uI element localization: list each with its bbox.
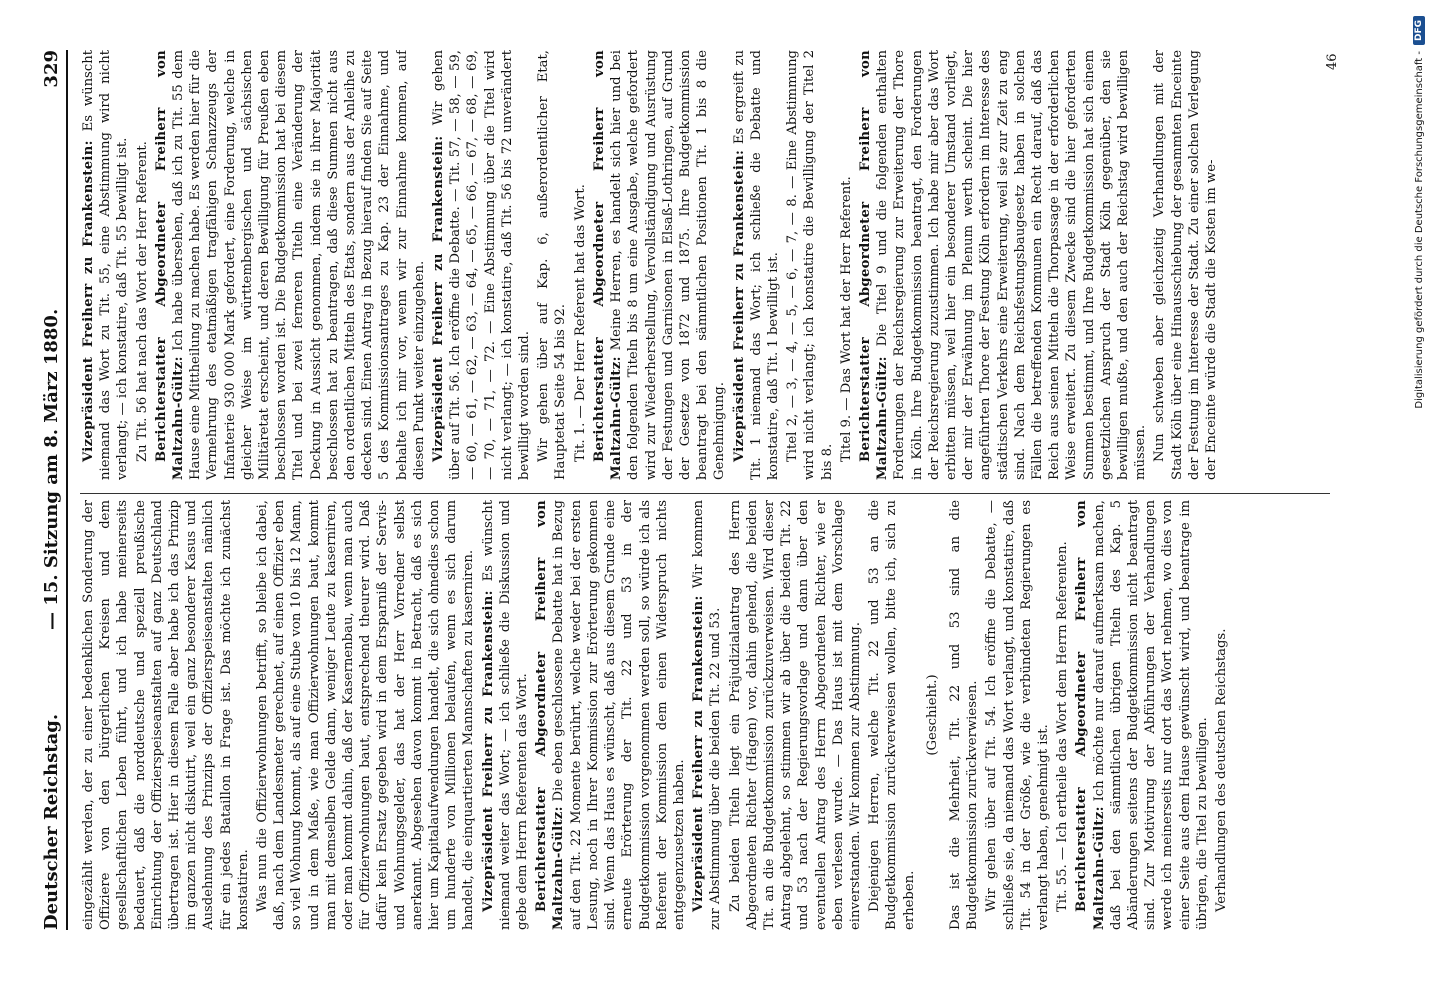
paragraph (924, 500, 941, 930)
paragraph-text: Was nun die Offizierwohnungen betrifft, so bleibe ich dabei, daß, nach dem Landesmeter gerechnet, auf einen Offizier eben so viel Wohnung kommt, als auf eine Stube von 10 bis 12 Mann, und in dem Maße, wie man Offizierwohnungen baut, kommt man mit demselben Gelde dann, weniger Leute zu kaserniren, oder man kommt dahin, daß der Kasernenbau, wenn man auch für Offizierwohnungen baut, entsprechend theurer wird. Daß dafür kein Ersatz gegeben wird in dem Ersparniß der Servis- und Wohnungsgelder, das hat der Herr Vorredner selbst anerkannt. Abgesehen davon kommt in Betracht, daß es sich hier um Kapitalaufwendungen handelt, die sich ohnedies schon um hunderte von Millionen belaufen, wenn es sich darum handelt, die einquartierten Mannschaften zu kaserniren. (255, 500, 477, 930)
paragraph-text: Zu Tit. 56 hat nach das Wort der Herr Referent. (134, 141, 150, 462)
paragraph (153, 50, 428, 480)
paragraph (591, 50, 729, 480)
paragraph-text: Wir gehen über auf Tit. 56. Ich eröffne die Debatte. — Tit. 57, — 58, — 59, — 60, — 61, — 62, — 63, — 64, — 65, — 66, — 67, — 68, — 69, — 70, — 71, — 72. — Eine Abstimmung über die Titel wird nicht verlangt; — ich konstatire, daß Tit. 56 bis 72 unverändert bewilligt worden sind. (431, 50, 533, 480)
paragraph-text: Es ergreift zu Tit. 1 niemand das Wort; ich schließe die Debatte und konstatire, daß Tit. 1 bewilligt ist. (731, 50, 781, 480)
paragraph (1213, 500, 1230, 930)
paragraph-text: (Geschieht.) (924, 674, 940, 756)
paragraph (535, 50, 569, 480)
speaker-name: Vizepräsident Freiherr zu Frankenstein: (431, 135, 447, 462)
paragraph-text: Ich habe übersehen, daß ich zu Tit. 55 dem Hause eine Mittheilung zu machen habe. Es werden hier für die Vermehrung des etatmäßigen tragfähigen Schanzzeugs der Infanterie 930 000 Mark gefordert, eine Forderung, welche in gleicher Weise im württembergischen und sächsischen Militäretat erscheint, und deren Bewilligung für Preußen eben beschlossen worden ist. Die Budgetkommission hat bei diesem Titel und bei zwei ferneren Titeln eine Veränderung der Deckung in Aussicht genommen, indem sie in ihrer Majorität beschlossen hat zu beantragen, daß diese Summen nicht aus den ordentlichen Mitteln des Etats, sondern aus der Anleihe zu decken sind. Einen Antrag in Bezug hierauf finden Sie auf Seite 5 des Kommissionsantrages zu Kap. 23 der Einnahme, und behalte ich mir vor, wenn wir zur Einnahme kommen, auf diesen Punkt weiter einzugehen. (171, 50, 427, 480)
page-header (36, 50, 68, 930)
column-divider (80, 493, 1330, 494)
paragraph (983, 500, 1052, 930)
paragraph (866, 500, 918, 930)
speaker-name: Berichterstatter Abgeordneter Freiherr von Maltzahn-Gültz: (153, 50, 187, 480)
paragraph-text: Das ist die Mehrheit, Tit. 22 und 53 sind an die Budgetkommission zurückverwiesen. (947, 500, 981, 930)
header-session: — 15. Sitzung am 8. März 1880. (41, 308, 62, 630)
paragraph (731, 50, 783, 480)
header-publication: Deutscher Reichstag. (41, 713, 62, 930)
text-column-left (80, 500, 1330, 930)
paragraph (533, 500, 688, 930)
paragraph-text: Titel 2, — 3, — 4, — 5, — 6, — 7, — 8. — Eine Abstimmung wird nicht verlangt; ich konstatire die Bewilligung der Titel 2 bis 8. (785, 50, 835, 480)
paragraph-text: Es wünscht niemand weiter das Wort; — ich schließe die Diskussion und gebe dem Herrn Referenten das Wort. (480, 500, 531, 930)
paragraph (1151, 50, 1220, 480)
paragraph (1054, 500, 1071, 930)
paragraph (254, 500, 478, 930)
text-column-right (80, 50, 1330, 480)
paragraph-text: Ich möchte nur darauf aufmerksam machen, daß bei den sämmtlichen übrigen Titeln des Kap. 5 Abänderungen seitens der Budgetkommission nicht beantragt sind. Zur Motivirung der Abführungen der Verhandlungen werde ich meinerseits nur dort das Wort nehmen, wo dies von einer Seite aus dem Hause gewünscht wird, und beantrage im übrigen, die Titel zu bewilligen. (1091, 500, 1210, 930)
paragraph (857, 50, 1149, 480)
paragraph (690, 500, 724, 930)
paragraph-text: Nun schweben aber gleichzeitig Verhandlungen mit der Stadt Köln über eine Hinausschiebung der gesammten Enceinte der Festung im Interesse der Stadt. Zu einer solchen Verlegung der Enceinte würde die Stadt die Kosten im we- (1152, 50, 1219, 480)
speaker-name: Vizepräsident Freiherr zu Frankenstein: (81, 140, 96, 462)
speaker-name: Vizepräsident Freiherr zu Frankenstein: (731, 149, 747, 462)
speaker-name: Berichterstatter Abgeordneter Freiherr von Maltzahn-Gültz: (534, 500, 567, 930)
paragraph (134, 50, 151, 480)
paragraph (572, 50, 589, 480)
paragraph-text: Tit. 55. — Ich ertheile das Wort dem Herrn Referenten. (1055, 541, 1071, 912)
paragraph (80, 500, 252, 930)
paragraph (784, 50, 836, 480)
paragraph-text: Diejenigen Herren, welche Tit. 22 und 53 an die Budgetkommission zurückverweisen wollen, bitte ich, sich zu erheben. (867, 500, 917, 930)
paragraph (480, 500, 532, 930)
paragraph-text: Meine Herren, es handelt sich hier und bei den folgenden Titeln bis 8 um eine Ausgabe, welche gefordert wird zur Wiederherstellung, Vervollständigung und Ausrüstung der Festungen und Garnisonen in Elsaß-Lothringen, auf Grund der Gesetze von 1872 und 1875. Ihre Budgetkommission beantragt bei den sämmtlichen Positionen Tit. 1 bis 8 die Genehmigung. (609, 50, 728, 480)
paragraph-text: Wir gehen über auf Tit. 54. Ich eröffne die Debatte, — schließe sie, da niemand das Wort verlangt, und konstatire, daß Tit. 54 in der Größe, wie die verbündeten Regierungen es verlangt haben, genehmigt ist. (984, 500, 1051, 930)
paragraph (838, 50, 855, 480)
paragraph-text: Es wünscht niemand das Wort zu Tit. 55, eine Abstimmung wird nicht verlangt; — ich konstatire, daß Tit. 55 bewilligt ist. (81, 50, 131, 480)
paragraph-text: Titel 9. — Das Wort hat der Herr Referent. (838, 176, 854, 462)
signature-number: 46 (1325, 53, 1340, 70)
paragraph-text: Verhandlungen des deutschen Reichstags. (1214, 628, 1229, 912)
paragraph-text: Die eben geschlossene Debatte hat in Bezug auf den Tit. 22 Momente berührt, welche weder bei der ersten Lesung, noch in Ihrer Kommission zur Erörterung gekommen sind. Wenn das Haus es wünscht, daß aus diesem Grunde eine erneute Erörterung der Tit. 22 und 53 in der Budgetkommission vorgenommen werden soll, so würde ich als Referent der Kommission dem einen Widerspruch nichts entgegenzusetzen haben. (551, 500, 687, 930)
paragraph-text: Die Titel 9 und die folgenden enthalten Forderungen der Reichsregierung zur Erweiterung der Thore in Köln. Ihre Budgetkommission beantragt, den Forderungen der Reichsregierung zuzustimmen. Ich habe mir aber das Wort erbitten müssen, weil hier ein besonderer Umstand vorliegt, der mir der Erwähnung im Plenum werth scheint. Die hier angeführten Thore der Festung Köln erfordern im Interesse des städtischen Verkehrs eine Erweiterung, weil sie zur Zeit zu eng sind. Nach dem Reichsfestungsbaugesetz haben in solchen Fällen die betreffenden Kommunen ein Recht darauf, daß das Reich aus seinen Mitteln die Thorpassage in der erforderlichen Weise erweitert. Zu diesem Zwecke sind die hier geforderten Summen bestimmt, und Ihre Budgetkommission hat sich einem gesetzlichen Anspruch der Stadt Köln gegenüber, den sie bewilligen mußte, und den auch der Reichstag wird bewilligen müssen. (875, 50, 1149, 480)
paragraph (1073, 500, 1211, 930)
paragraph-text: Zu beiden Titeln liegt ein Präjudizialantrag des Herrn Abgeordneten Richter (Hagen) vor, dahin gehend, die beiden Tit. an die Budgetkommission zurückzuverweisen. Wird dieser Antrag abgelehnt, so stimmen wir ab über die beiden Tit. 22 und 53 nach der Regierungsvorlage und dann über den eventuellen Antrag des Herrn Abgeordneten Richter, wie er eben verlesen wurde. — Das Haus ist mit dem Vorschlage einverstanden. Wir kommen zur Abstimmung. (727, 500, 863, 930)
paragraph (727, 500, 865, 930)
speaker-name: Vizepräsident Freiherr zu Frankenstein: (691, 595, 707, 912)
speaker-name: Vizepräsident Freiherr zu Frankenstein: (480, 590, 496, 912)
paragraph-text: Wir gehen über auf Kap. 6, außerordentlicher Etat, Hauptetat Seite 54 bis 92. (536, 50, 569, 480)
header-page-number: 329 (41, 50, 62, 88)
paragraph (947, 500, 981, 930)
dfg-credit (1408, 8, 1430, 993)
paragraph (80, 50, 132, 480)
dfg-logo: DFG (1413, 16, 1425, 45)
speaker-name: Berichterstatter Abgeordneter Freiherr von Maltzahn-Gültz: (591, 50, 625, 480)
paragraph-text: Tit. 1. — Der Herr Referent hat das Wort. (572, 184, 588, 462)
paragraph (430, 50, 533, 480)
paragraph-text: Wir kommen zur Abstimmung über die beiden Tit. 22 und 53. (691, 500, 724, 930)
dfg-credit-text: Digitalisierung gefördert durch die Deutsche Forschungsgemeinschaft - (1413, 51, 1425, 409)
speaker-name: Berichterstatter Abgeordneter Freiherr von Maltzahn-Gültz: (857, 50, 891, 480)
paragraph-text: eingezählt werden, der zu einer bedenklichen Sonderung der Offiziere von den bürgerlichen Kreisen und dem gesellschaftlichen Leben führt, und ich habe meinerseits bedauert, daß die norddeutsche und speziell preußische Einrichtung der Offizierspeiseanstalten auf ganz Deutschland übertragen ist. Hier in diesem Falle aber habe ich das Prinzip im ganzen nicht diskutirt, weil ein ganz besonderer Kasus und Ausdehnung des Prinzips der Offizierspeiseanstalten nämlich für ein jedes Bataillon in Frage ist. Das möchte ich zunächst konstatiren. (81, 500, 251, 930)
speaker-name: Berichterstatter Abgeordneter Freiherr von Maltzahn-Gültz: (1074, 500, 1107, 930)
